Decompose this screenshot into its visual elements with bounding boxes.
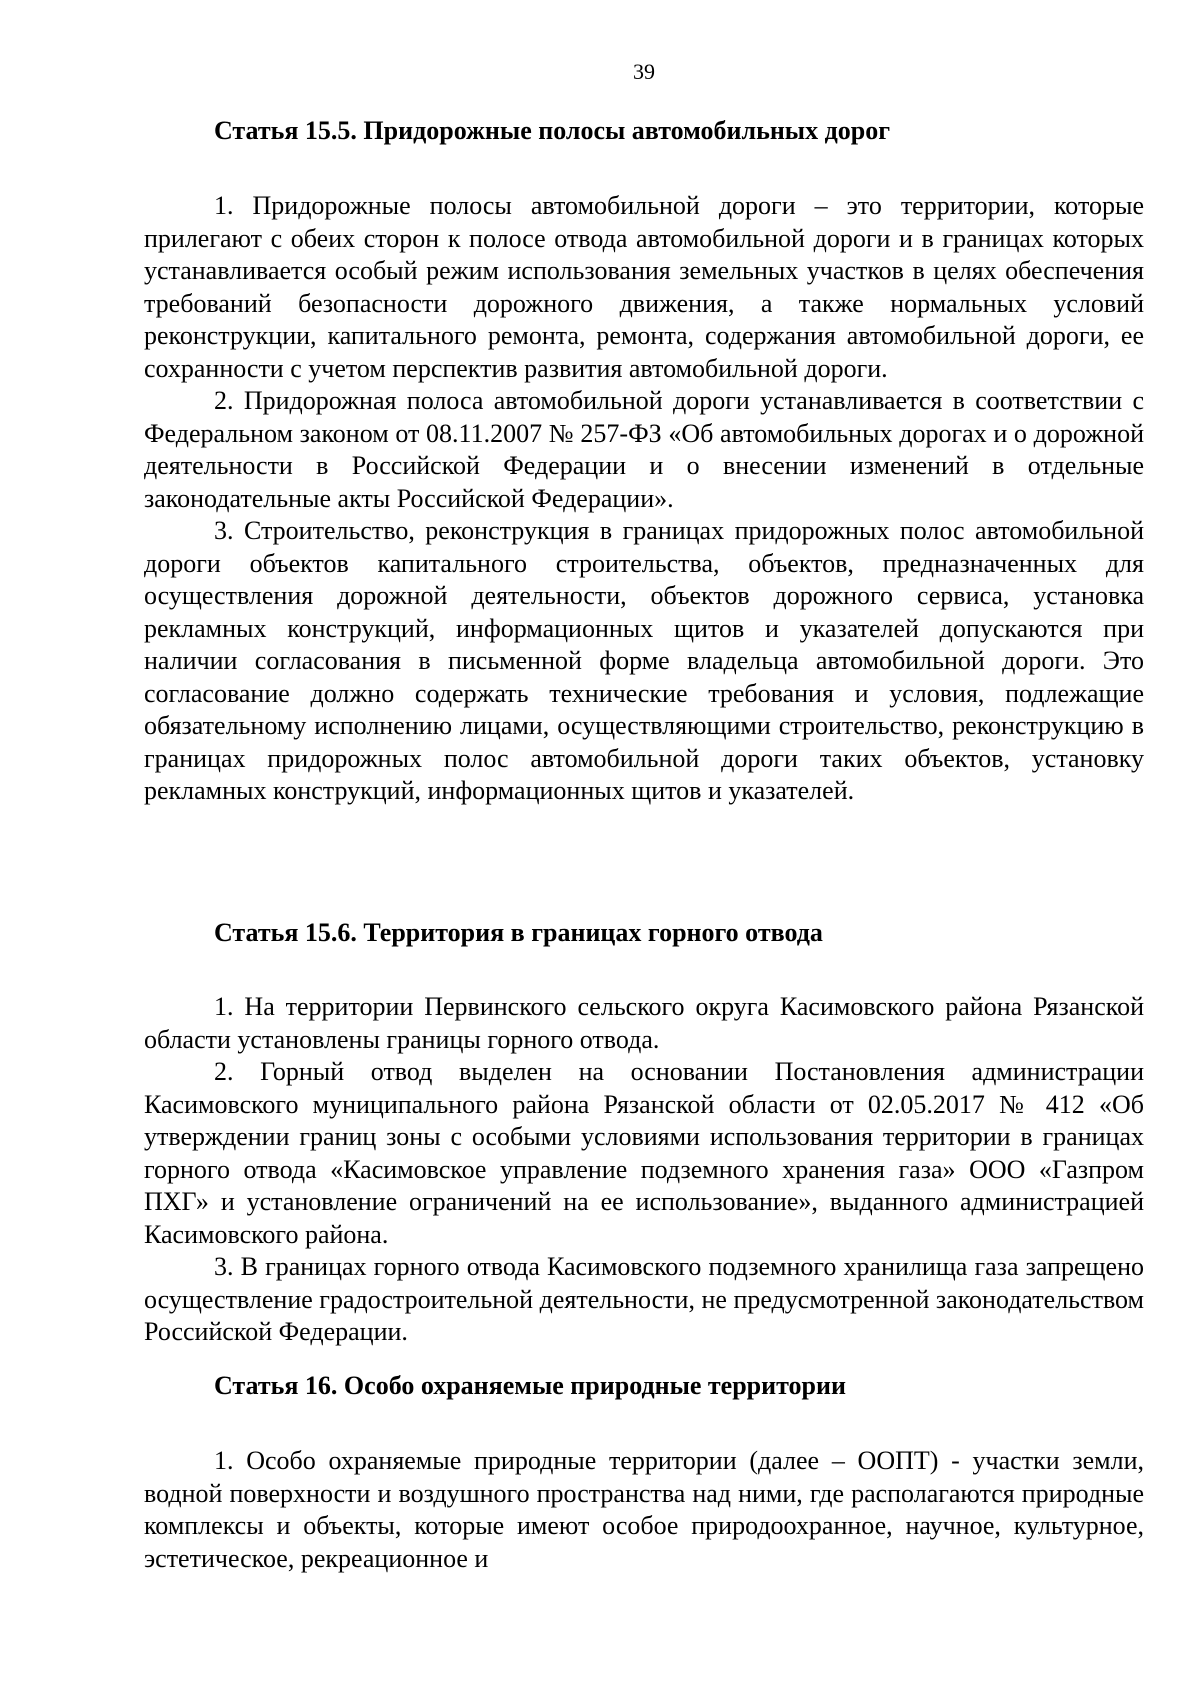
article-16: [144, 1370, 1144, 1575]
paragraph: 3. Строительство, реконструкция в границах придорожных полос автомобильной дороги объектов капитального строительства, объектов, предназначенных для осуществления дорожной деятельности, объектов дорожного сервиса, установка рекламных конструкций, информационных щитов и указателей допускаются при наличии согласования в письменной форме владельца автомобильной дороги. Это согласование должно содержать технические требования и условия, подлежащие обязательному исполнению лицами, осуществляющими строительство, реконструкцию в границах придорожных полос автомобильной дороги таких объектов, установку рекламных конструкций, информационных щитов и указателей.: [144, 516, 1144, 805]
article-15-6: [144, 917, 1144, 1349]
article-heading: Статья 15.5. Придорожные полосы автомобильных дорог: [214, 116, 891, 145]
paragraph: 2. Придорожная полоса автомобильной дороги устанавливается в соответствии с Федеральном законом от 08.11.2007 № 257-ФЗ «Об автомобильных дорогах и о дорожной деятельности в Российской Федерации и о внесении изменений в отдельные законодательные акты Российской Федерации».: [144, 386, 1144, 513]
page-number: 39: [633, 59, 655, 84]
article-body: [144, 190, 1144, 808]
article-heading: Статья 16. Особо охраняемые природные территории: [214, 1371, 846, 1400]
paragraph: 2. Горный отвод выделен на основании Постановления администрации Касимовского муниципального района Рязанской области от 02.05.2017 № 412 «Об утверждении границ зоны с особыми условиями использования территории в границах горного отвода «Касимовское управление подземного хранения газа» ООО «Газпром ПХГ» и установление ограничений на ее использование», выданного администрацией Касимовского района.: [144, 1057, 1144, 1249]
article-body: [144, 1445, 1144, 1575]
paragraph: 1. На территории Первинского сельского округа Касимовского района Рязанской области установлены границы горного отвода.: [144, 992, 1144, 1054]
paragraph: 1. Придорожные полосы автомобильной дороги – это территории, которые прилегают с обеих сторон к полосе отвода автомобильной дороги и в границах которых устанавливается особый режим использования земельных участков в целях обеспечения требований безопасности дорожного движения, а также нормальных условий реконструкции, капитального ремонта, ремонта, содержания автомобильной дороги, ее сохранности с учетом перспектив развития автомобильной дороги.: [144, 191, 1144, 383]
article-heading: Статья 15.6. Территория в границах горного отвода: [214, 918, 823, 947]
paragraph: 1. Особо охраняемые природные территории (далее – ООПТ) - участки земли, водной поверхности и воздушного пространства над ними, где располагаются природные комплексы и объекты, которые имеют особое природоохранное, научное, культурное, эстетическое, рекреационное и: [144, 1446, 1144, 1573]
article-15-5: [144, 115, 1144, 808]
paragraph: 3. В границах горного отвода Касимовского подземного хранилища газа запрещено осуществление градостроительной деятельности, не предусмотренной законодательством Российской Федерации.: [144, 1252, 1144, 1346]
article-body: [144, 991, 1144, 1349]
